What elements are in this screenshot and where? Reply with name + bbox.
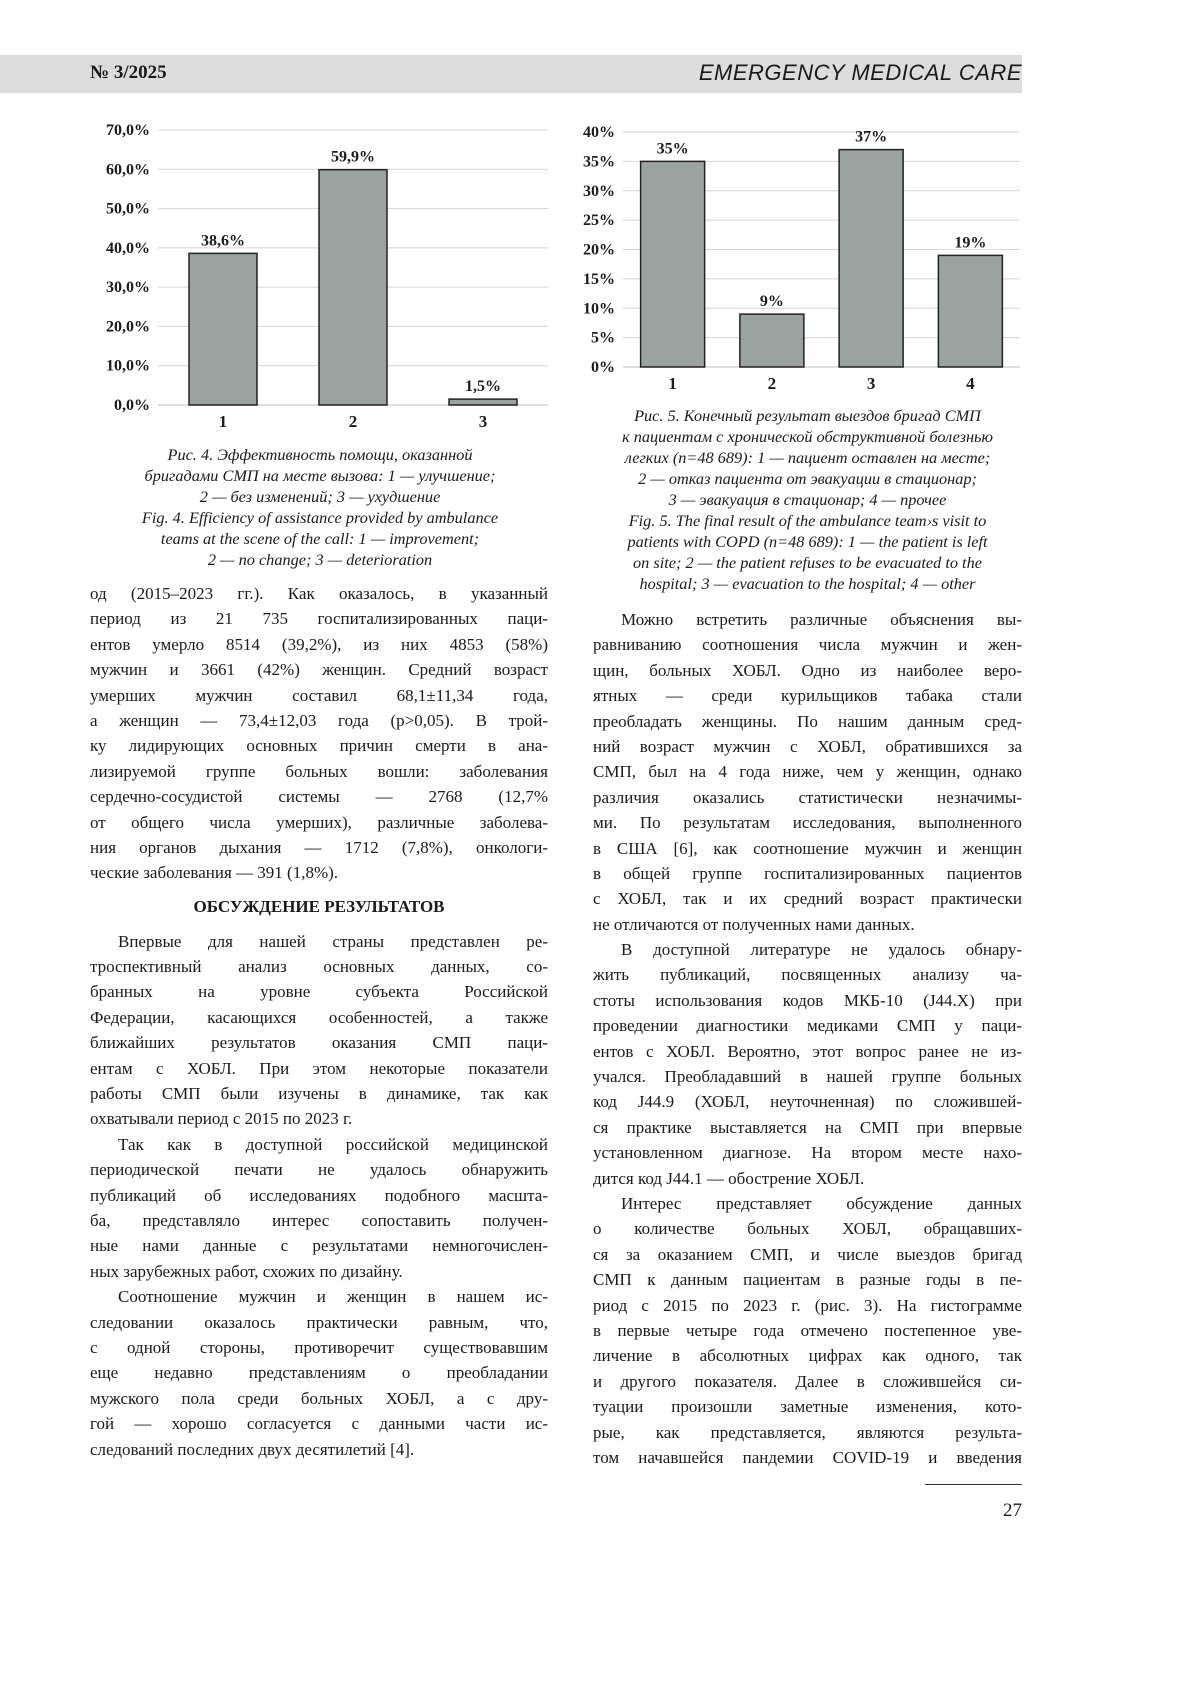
text-line: гой — хорошо согласуется с данными части ис-: [90, 1411, 548, 1436]
text-line: СМП к данным пациентам в разные годы в пе-: [593, 1267, 1022, 1292]
y-tick-label: 70,0%: [106, 122, 150, 139]
y-tick-label: 40,0%: [106, 240, 150, 257]
page-number: 27: [1003, 1500, 1022, 1522]
y-tick-label: 30%: [583, 183, 615, 200]
bar: [319, 170, 387, 405]
paragraph: [90, 929, 548, 1132]
data-label: 59,9%: [331, 149, 375, 166]
text-line: ся практике выставляется на СМП при впервые: [593, 1115, 1022, 1140]
text-line: работы СМП были изучены в динамике, так как: [90, 1081, 548, 1106]
text-line: ближайших результатов оказания СМП паци-: [90, 1030, 548, 1055]
text-line: Можно встретить различные объяснения вы-: [593, 607, 1022, 632]
caption-line: Рис. 5. Конечный результат выездов бригад СМП: [585, 405, 1030, 426]
text-line: ные нами данные с результатами немногочислен-: [90, 1233, 548, 1258]
text-line: Впервые для нашей страны представлен ре-: [90, 929, 548, 954]
y-tick-label: 15%: [583, 271, 615, 288]
text-line: Федерации, касающихся особенностей, а также: [90, 1005, 548, 1030]
text-line: туации произошли заметные изменения, кото-: [593, 1394, 1022, 1419]
caption-line: 2 — no change; 3 — deterioration: [90, 549, 550, 570]
text-line: о количестве больных ХОБЛ, обращавших-: [593, 1216, 1022, 1241]
y-tick-label: 10%: [583, 300, 615, 317]
paragraph: [90, 1284, 548, 1462]
bar: [189, 253, 257, 405]
x-tick-label: 4: [966, 374, 975, 393]
caption-line: 2 — без изменений; 3 — ухудшение: [90, 486, 550, 507]
right-text-column: [593, 607, 1022, 1470]
data-label: 37%: [855, 129, 887, 146]
x-tick-label: 3: [867, 374, 876, 393]
text-line: различия оказались статистически незначимы-: [593, 785, 1022, 810]
caption-line: 2 — отказ пациента от эвакуации в стационар;: [585, 468, 1030, 489]
text-line: СМП, был на 4 года ниже, чем у женщин, однако: [593, 759, 1022, 784]
bar: [449, 399, 517, 405]
text-line: в общей группе госпитализированных пациентов: [593, 861, 1022, 886]
text-line: ентов умерло 8514 (39,2%), из них 4853 (58%): [90, 632, 548, 657]
x-tick-label: 1: [668, 374, 677, 393]
left-text-column: [90, 581, 548, 1462]
text-line: в США [6], как соотношение мужчин и женщин: [593, 836, 1022, 861]
caption-line: бригадами СМП на месте вызова: 1 — улучшение;: [90, 465, 550, 486]
caption-line: Fig. 4. Efficiency of assistance provided by ambulance: [90, 507, 550, 528]
text-line: лизируемой группе больных вошли: заболевания: [90, 759, 548, 784]
text-line: периодической печати не удалось обнаружить: [90, 1157, 548, 1182]
x-tick-label: 2: [768, 374, 777, 393]
y-tick-label: 5%: [591, 330, 615, 347]
data-label: 35%: [657, 140, 689, 157]
issue-number: № 3/2025: [90, 62, 167, 84]
text-line: ба, представляло интерес сопоставить получен-: [90, 1208, 548, 1233]
y-tick-label: 0,0%: [114, 397, 150, 414]
text-line: код J44.9 (ХОБЛ, неуточненная) по сложившей-: [593, 1089, 1022, 1114]
y-tick-label: 60,0%: [106, 161, 150, 178]
caption-line: patients with COPD (n=48 689): 1 — the patient is left: [585, 531, 1030, 552]
text-line: дится код J44.1 — обострение ХОБЛ.: [593, 1166, 1022, 1191]
text-line: жить публикаций, посвященных анализу ча-: [593, 962, 1022, 987]
text-line: не отличаются от полученных нами данных.: [593, 912, 1022, 937]
text-line: В доступной литературе не удалось обнару-: [593, 937, 1022, 962]
y-tick-label: 35%: [583, 153, 615, 170]
text-line: следовании оказалось практически равным, что,: [90, 1310, 548, 1335]
data-label: 1,5%: [465, 378, 501, 395]
caption-line: Рис. 4. Эффективность помощи, оказанной: [90, 444, 550, 465]
text-line: риод с 2015 по 2023 г. (рис. 3). На гистограмме: [593, 1293, 1022, 1318]
text-line: и другого показателя. Далее в сложившейся си-: [593, 1369, 1022, 1394]
caption-line: Fig. 5. The final result of the ambulance team›s visit to: [585, 510, 1030, 531]
text-line: ческие заболевания — 391 (1,8%).: [90, 860, 548, 885]
text-line: од (2015–2023 гг.). Как оказалось, в указанный: [90, 581, 548, 606]
y-tick-label: 50,0%: [106, 201, 150, 218]
text-line: Так как в доступной российской медицинской: [90, 1132, 548, 1157]
text-line: еще недавно представлениям о преобладании: [90, 1360, 548, 1385]
text-line: установленном диагнозе. На втором месте нахо-: [593, 1140, 1022, 1165]
text-line: с ХОБЛ, так и их средний возраст практически: [593, 886, 1022, 911]
text-line: ся за оказанием СМП, и числе выездов бригад: [593, 1242, 1022, 1267]
y-tick-label: 25%: [583, 212, 615, 229]
text-line: публикаций об исследованиях подобного масшта-: [90, 1183, 548, 1208]
text-line: период из 21 735 госпитализированных паци-: [90, 606, 548, 631]
text-line: щин, больных ХОБЛ. Одно из наиболее веро-: [593, 658, 1022, 683]
x-tick-label: 3: [479, 412, 488, 431]
text-line: ных зарубежных работ, схожих по дизайну.: [90, 1259, 548, 1284]
text-line: умерших мужчин составил 68,1±11,34 года,: [90, 683, 548, 708]
text-line: рые, как представляется, являются результа-: [593, 1420, 1022, 1445]
bar: [839, 150, 903, 367]
text-line: сердечно-сосудистой системы — 2768 (12,7%: [90, 784, 548, 809]
text-line: стоты использования кодов МКБ-10 (J44.X) при: [593, 988, 1022, 1013]
figure-5-bar-chart: [578, 115, 1028, 400]
text-line: в первые четыре года отмечено постепенное уве-: [593, 1318, 1022, 1343]
caption-line: к пациентам с хронической обструктивной болезнью: [585, 426, 1030, 447]
paragraph: [90, 1132, 548, 1284]
text-line: проведении диагностики медиками СМП у паци-: [593, 1013, 1022, 1038]
text-line: от общего числа умерших), различные заболева-: [90, 810, 548, 835]
bar: [740, 314, 804, 367]
bar: [641, 161, 705, 367]
text-line: ку лидирующих основных причин смерти в ана-: [90, 733, 548, 758]
text-line: равниванию соотношения числа мужчин и жен-: [593, 632, 1022, 657]
y-tick-label: 10,0%: [106, 358, 150, 375]
journal-title: EMERGENCY MEDICAL CARE: [699, 60, 1022, 86]
text-line: бранных на уровне субъекта Российской: [90, 979, 548, 1004]
text-line: ний возраст мужчин с ХОБЛ, обратившихся за: [593, 734, 1022, 759]
text-line: следований последних двух десятилетий [4].: [90, 1437, 548, 1462]
y-tick-label: 20,0%: [106, 318, 150, 335]
caption-line: hospital; 3 — evacuation to the hospital; 4 — other: [585, 573, 1030, 594]
paragraph: [593, 1191, 1022, 1470]
bar: [938, 255, 1002, 367]
caption-line: on site; 2 — the patient refuses to be evacuated to the: [585, 552, 1030, 573]
caption-line: 3 — эвакуация в стационар; 4 — прочее: [585, 489, 1030, 510]
text-line: ми. По результатам исследования, выполненного: [593, 810, 1022, 835]
paragraph: [593, 607, 1022, 937]
text-line: ентам с ХОБЛ. При этом некоторые показатели: [90, 1056, 548, 1081]
footer-rule: [925, 1484, 1022, 1485]
y-tick-label: 20%: [583, 242, 615, 259]
caption-line: teams at the scene of the call: 1 — improvement;: [90, 528, 550, 549]
text-line: ния органов дыхания — 1712 (7,8%), онкологи-: [90, 835, 548, 860]
text-line: том начавшейся пандемии COVID-19 и введения: [593, 1445, 1022, 1470]
figure-4-caption: [90, 444, 550, 570]
text-line: охватывали период с 2015 по 2023 г.: [90, 1106, 548, 1131]
text-line: мужского пола среди больных ХОБЛ, а с дру-: [90, 1386, 548, 1411]
x-tick-label: 2: [349, 412, 358, 431]
text-line: преобладать женщины. По нашим данным сред-: [593, 709, 1022, 734]
text-line: Соотношение мужчин и женщин в нашем ис-: [90, 1284, 548, 1309]
figure-4-bar-chart: [90, 115, 560, 435]
y-tick-label: 40%: [583, 124, 615, 141]
text-line: троспективный анализ основных данных, со-: [90, 954, 548, 979]
text-line: с одной стороны, противоречит существовавшим: [90, 1335, 548, 1360]
paragraph: [90, 581, 548, 886]
y-tick-label: 30,0%: [106, 279, 150, 296]
text-line: мужчин и 3661 (42%) женщин. Средний возраст: [90, 657, 548, 682]
section-heading: ОБСУЖДЕНИЕ РЕЗУЛЬТАТОВ: [90, 886, 548, 929]
data-label: 38,6%: [201, 232, 245, 249]
figure-5-caption: [585, 405, 1030, 594]
text-line: а женщин — 73,4±12,03 года (p>0,05). В трой-: [90, 708, 548, 733]
text-line: личение в абсолютных цифрах как одного, так: [593, 1343, 1022, 1368]
text-line: Интерес представляет обсуждение данных: [593, 1191, 1022, 1216]
data-label: 9%: [760, 293, 784, 310]
data-label: 19%: [954, 234, 986, 251]
text-line: ентов с ХОБЛ. Вероятно, этот вопрос ранее не из-: [593, 1039, 1022, 1064]
paragraph: [593, 937, 1022, 1191]
caption-line: легких (n=48 689): 1 — пациент оставлен на месте;: [585, 447, 1030, 468]
x-tick-label: 1: [219, 412, 228, 431]
text-line: ятных — среди курильщиков табака стали: [593, 683, 1022, 708]
text-line: учался. Преобладавший в нашей группе больных: [593, 1064, 1022, 1089]
y-tick-label: 0%: [591, 359, 615, 376]
